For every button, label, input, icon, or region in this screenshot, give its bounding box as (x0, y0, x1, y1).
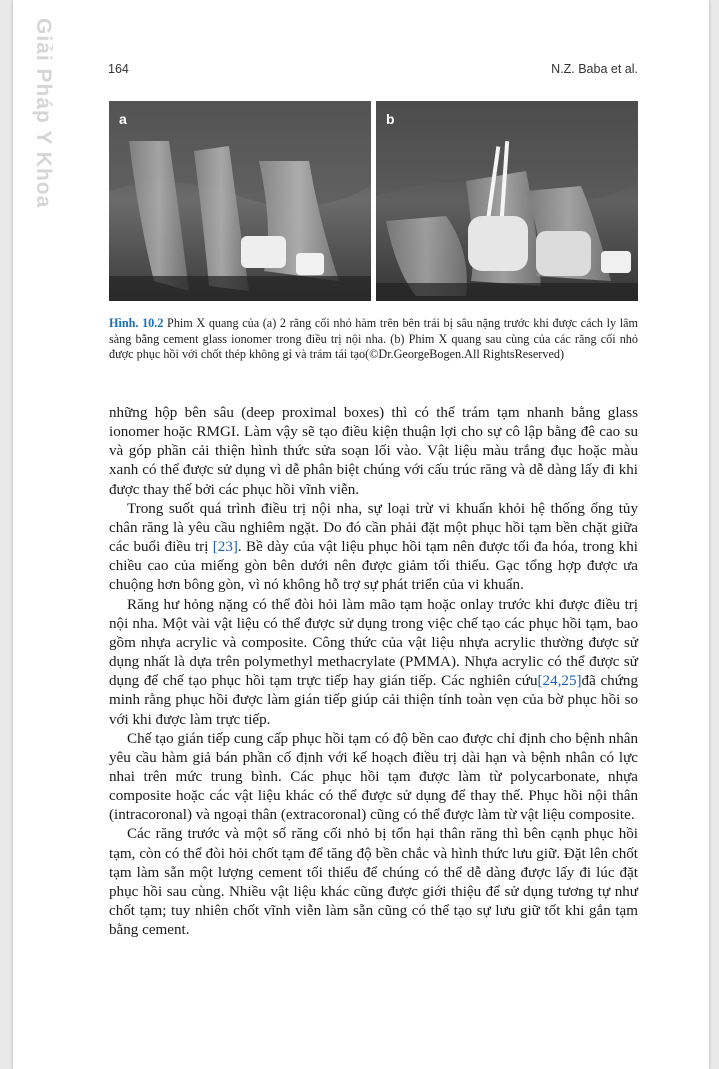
panel-label-a: a (119, 111, 127, 127)
paragraph-text: đã chứng minh rằng phục hồi được làm gián tiếp giúp cải thiện tính toàn vẹn của bờ phục hồi so với khi được làm trực tiếp. (109, 673, 638, 728)
xray-image-a (109, 101, 371, 301)
paragraph-text: Răng hư hỏng nặng có thể đòi hỏi làm mão tạm hoặc onlay trước khi được điều trị nội nha. Một vài vật liệu có thể được sử dụng trong việc chế tạo các phục hồi tạm, bao gồm nhựa acrylic và composite. Công thức của vật liệu nhựa acrylic thường được sử dụng nhất là dựa trên polymethyl methacrylate (PMMA). Nhựa acrylic có thể được sử dụng để chế tạo phục hồi tạm trực tiếp hay gián tiếp. Các nghiên cứu (109, 596, 638, 690)
citation-link[interactable]: [24,25] (537, 673, 582, 690)
xray-panel-a (109, 101, 371, 301)
paragraph-text: Chế tạo gián tiếp cung cấp phục hồi tạm có độ bền cao được chỉ định cho bệnh nhân yêu cầu hàm giả bán phần cố định với kế hoạch điều trị dài hạn và bệnh nhân có lực nhai trên mức trung bình. Các phục hồi tạm được làm từ polycarbonate, nhựa composite hoặc các vật liệu khác có thể được sử dụng để thay thế. Phục hồi nội thân (intracoronal) và ngoại thân (extracoronal) cũng có thể được làm từ vật liệu composite. (109, 730, 638, 824)
running-author: N.Z. Baba et al. (551, 62, 638, 76)
watermark: Giải Pháp Y Khoa (32, 18, 55, 209)
paragraph-text: . Bề dày của vật liệu phục hồi tạm nên được tối đa hóa, trong khi chiều cao của miếng gòn bên dưới nên được giảm tối thiểu. Gạc tổng hợp được ưa chuộng hơn bông gòn, vì nó không hỗ trợ sự phát triển của vi khuẩn. (109, 539, 638, 594)
citation-link[interactable]: [23] (212, 539, 238, 556)
running-header (108, 62, 638, 76)
body-paragraph (109, 404, 638, 500)
xray-image-b (376, 101, 638, 301)
body-paragraph (109, 730, 638, 826)
body-text (109, 404, 638, 940)
body-paragraph (109, 825, 638, 940)
figure (109, 101, 638, 301)
paragraph-text: những hộp bên sâu (deep proximal boxes) thì có thể trám tạm nhanh bằng glass ionomer hoặc RMGI. Làm vậy sẽ tạo điều kiện thuận lợi cho sự cô lập bằng đê cao su và góp phần cải thiện hình thức sửa soạn lối vào. Vật liệu màu trắng đục hoặc màu xanh có thể được sử dụng vì dễ phân biệt chúng với cấu trúc răng và dễ dàng lấy đi khi được thay thế bởi các phục hồi vĩnh viễn. (109, 405, 638, 498)
body-paragraph (109, 500, 638, 596)
paragraph-text: Các răng trước và một số răng cối nhỏ bị tổn hại thân răng thì bên cạnh phục hồi tạm, còn có thể đòi hỏi chốt tạm để tăng độ bền chắc và hình thức lưu giữ. Đặt lên chốt tạm làm sẵn một lượng cement tối thiểu để chúng có thể dễ dàng được lấy đi lúc đặt phục hồi sau cùng. Nhiều vật liệu khác cũng được giới thiệu để sử dụng tương tự như chốt tạm; tuy nhiên chốt vĩnh viễn làm sẵn cũng có thể tạo sự lưu giữ tốt khi gắn tạm bằng cement. (109, 826, 638, 939)
figure-caption (109, 316, 638, 363)
body-paragraph (109, 596, 638, 730)
panel-label-b: b (386, 111, 395, 127)
figure-caption-label: Hình. 10.2 (109, 316, 164, 330)
paragraph-text: Trong suốt quá trình điều trị nội nha, sự loại trừ vi khuẩn khỏi hệ thống ống tủy chân răng là yêu cầu nghiêm ngặt. Do đó cần phải đặt một phục hồi tạm bền chặt giữa các buổi điều trị (109, 500, 638, 556)
document-page (13, 0, 709, 1069)
figure-caption-text: Phim X quang của (a) 2 răng cối nhỏ hàm trên bên trái bị sâu nặng trước khi được cách ly lâm sàng bằng cement glass ionomer trong điều trị nội nha. (b) Phim X quang sau cùng của các răng cối nhỏ được phục hồi với chốt thép không gỉ và trám tái tạo(©Dr.GeorgeBogen.All RightsReserved) (109, 316, 638, 362)
xray-panel-b (376, 101, 638, 301)
page-number: 164 (108, 62, 129, 76)
